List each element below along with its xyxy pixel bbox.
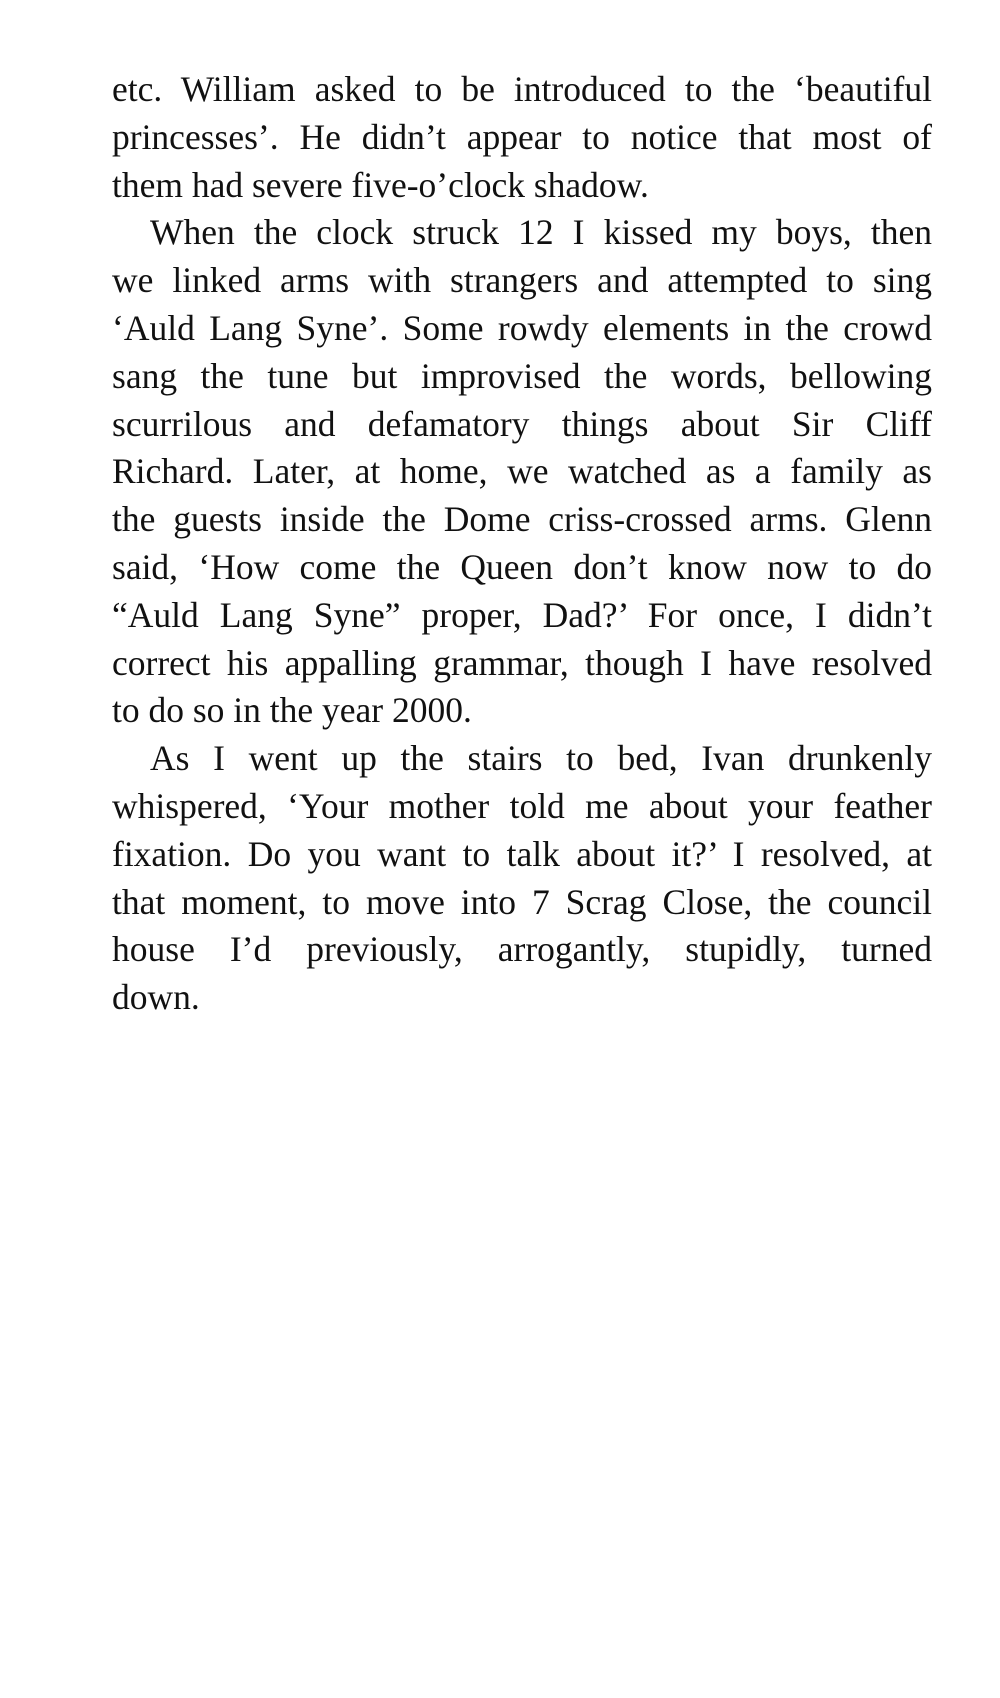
paragraph-3 bbox=[112, 735, 932, 1022]
text-line: princesses’. He didn’t appear to notice that most of bbox=[112, 116, 932, 157]
text-line: we linked arms with strangers and attempted to sing bbox=[112, 260, 932, 301]
text-line: As I went up the stairs to bed, Ivan drunkenly bbox=[150, 738, 932, 779]
text-line: Richard. Later, at home, we watched as a family as bbox=[112, 451, 932, 492]
text-line: fixation. Do you want to talk about it?’ I resolved, at bbox=[112, 833, 932, 874]
text-line: When the clock struck 12 I kissed my boys, then bbox=[150, 212, 932, 253]
paragraph-1 bbox=[112, 66, 932, 209]
text-line: sang the tune but improvised the words, bellowing bbox=[112, 355, 932, 396]
paragraph-2 bbox=[112, 209, 932, 735]
text-line: “Auld Lang Syne” proper, Dad?’ For once, I didn’t bbox=[112, 594, 932, 635]
text-line: whispered, ‘Your mother told me about your feather bbox=[112, 785, 932, 826]
text-line: scurrilous and defamatory things about Sir Cliff bbox=[112, 403, 932, 444]
text-line: house I’d previously, arrogantly, stupidly, turned bbox=[112, 929, 932, 970]
text-line: the guests inside the Dome criss-crossed arms. Glenn bbox=[112, 499, 932, 540]
text-line: etc. William asked to be introduced to the ‘beautiful bbox=[112, 69, 932, 109]
text-line: to do so in the year 2000. bbox=[112, 690, 472, 731]
text-line: correct his appalling grammar, though I have resolved bbox=[112, 642, 932, 683]
body-text bbox=[112, 66, 932, 1022]
text-line: ‘Auld Lang Syne’. Some rowdy elements in the crowd bbox=[112, 307, 932, 348]
text-line: them had severe five-o’clock shadow. bbox=[112, 164, 649, 205]
text-line: that moment, to move into 7 Scrag Close, the council bbox=[112, 881, 932, 922]
text-line: said, ‘How come the Queen don’t know now to do bbox=[112, 546, 932, 587]
text-line: down. bbox=[112, 977, 200, 1018]
